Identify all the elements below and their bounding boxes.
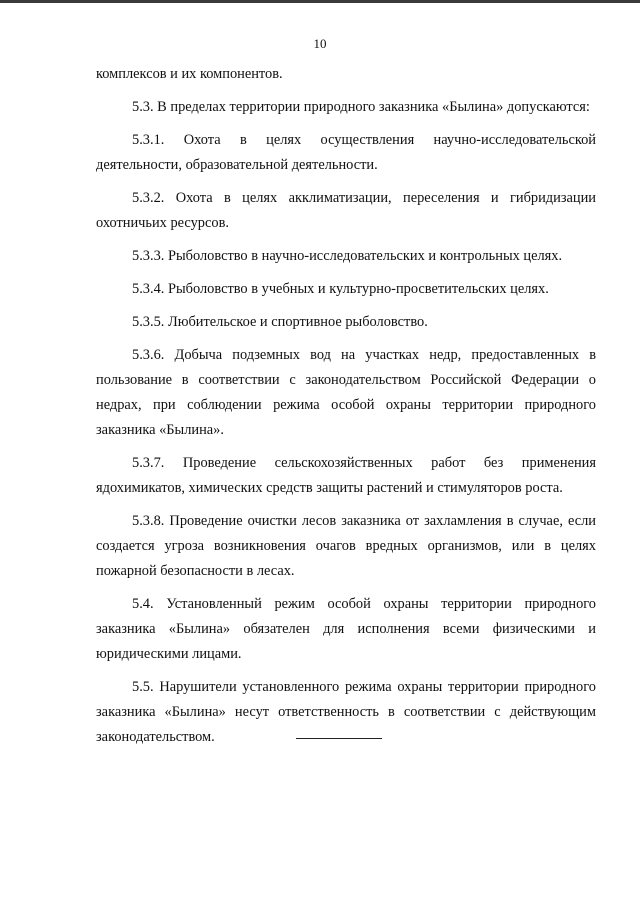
paragraph-5-3-3: 5.3.3. Рыболовство в научно-исследовательских и контрольных целях.: [132, 248, 563, 264]
paragraph-5-3-4: 5.3.4. Рыболовство в учебных и культурно-просветительских целях.: [132, 281, 549, 297]
paragraph-5-3-8: 5.3.8. Проведение очистки лесов заказника от захламления в случае, если создается угроза возникновения очагов вредных организмов, или в целях пожарной безопасности в лесах.: [96, 513, 596, 579]
page-number: 10: [313, 36, 327, 51]
paragraph-5-3-2: 5.3.2. Охота в целях акклиматизации, переселения и гибридизации охотничьих ресурсов.: [96, 190, 596, 231]
paragraph-5-3-6: 5.3.6. Добыча подземных вод на участках недр, предоставленных в пользование в соответствии с законодательством Российской Федерации о недрах, при соблюдении режима особой охраны территории природного заказника «Былина».: [96, 347, 596, 438]
closing-rule: [296, 738, 382, 739]
top-edge-rule: [0, 0, 640, 3]
paragraph-continuation: комплексов и их компонентов.: [96, 66, 283, 82]
document-body: [96, 62, 596, 758]
paragraph-5-3-7: 5.3.7. Проведение сельскохозяйственных работ без применения ядохимикатов, химических средств защиты растений и стимуляторов роста.: [96, 455, 596, 496]
paragraph-5-3-1: 5.3.1. Охота в целях осуществления научно-исследовательской деятельности, образовательной деятельности.: [96, 132, 596, 173]
paragraph-5-3-5: 5.3.5. Любительское и спортивное рыболовство.: [132, 314, 428, 330]
paragraph-5-4: 5.4. Установленный режим особой охраны территории природного заказника «Былина» обязателен для исполнения всеми физическими и юридическими лицами.: [96, 596, 596, 662]
paragraph-5-5: 5.5. Нарушители установленного режима охраны территории природного заказника «Былина» несут ответственность в соответствии с действующим законодательством.: [96, 679, 596, 745]
paragraph-5-3: 5.3. В пределах территории природного заказника «Былина» допускаются:: [132, 99, 590, 115]
